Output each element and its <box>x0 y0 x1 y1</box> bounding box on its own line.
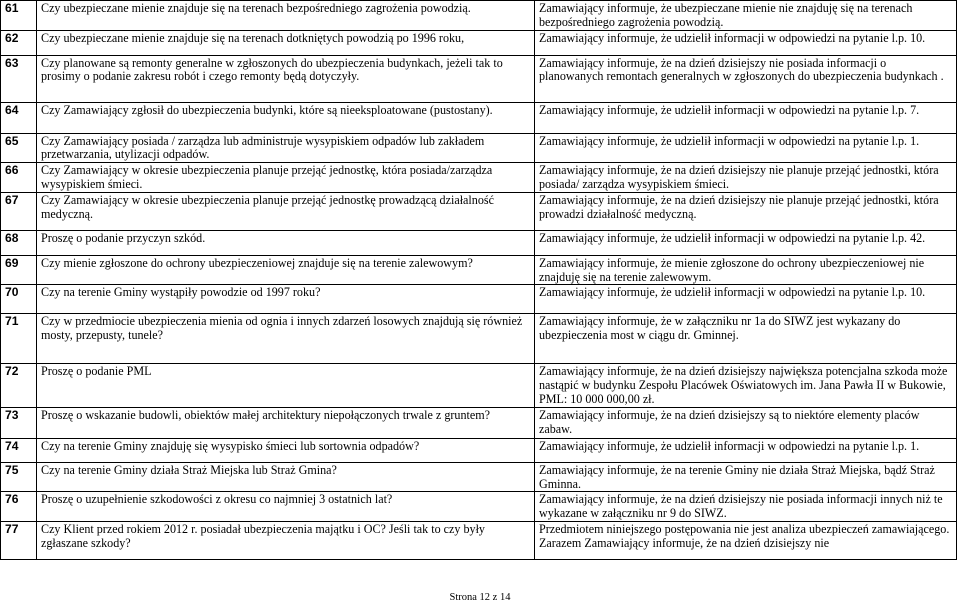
answer-cell: Zamawiający informuje, że mienie zgłoszone do ochrony ubezpieczeniowej nie znajduję się na terenie zalewowym. <box>535 255 957 285</box>
answer-cell: Zamawiający informuje, że na dzień dzisiejszy nie posiada informacji innych niż te wykazane w załączniku nr 9 do SIWZ. <box>535 492 957 522</box>
row-number: 65 <box>1 133 37 163</box>
question-cell: Czy ubezpieczane mienie znajduje się na terenach bezpośredniego zagrożenia powodzią. <box>37 1 535 31</box>
table-row <box>1 163 957 193</box>
question-cell: Czy na terenie Gminy znajduję się wysypisko śmieci lub sortownia odpadów? <box>37 438 535 462</box>
table-row <box>1 55 957 102</box>
row-number: 67 <box>1 192 37 230</box>
table-row <box>1 255 957 285</box>
table-row <box>1 285 957 314</box>
row-number: 63 <box>1 55 37 102</box>
row-number: 71 <box>1 314 37 364</box>
answer-cell: Zamawiający informuje, że udzielił informacji w odpowiedzi na pytanie l.p. 10. <box>535 30 957 55</box>
qa-table-body <box>1 1 957 560</box>
question-cell: Proszę o podanie PML <box>37 364 535 407</box>
table-row <box>1 1 957 31</box>
table-row <box>1 462 957 492</box>
answer-cell: Zamawiający informuje, że ubezpieczane mienie nie znajduję się na terenach bezpośredniego zagrożenia powodzią. <box>535 1 957 31</box>
question-cell: Czy Zamawiający w okresie ubezpieczenia planuje przejąć jednostkę, która posiada/zarządza wysypiskiem śmieci. <box>37 163 535 193</box>
row-number: 73 <box>1 407 37 438</box>
table-row <box>1 364 957 407</box>
answer-cell: Zamawiający informuje, że udzielił informacji w odpowiedzi na pytanie l.p. 42. <box>535 230 957 255</box>
answer-cell: Zamawiający informuje, że na dzień dzisiejszy największa potencjalna szkoda może nastąpić w budynku Zespołu Placówek Oświatowych im. Jana Pawła II w Bukowie, PML: 10 000 000,00 zł. <box>535 364 957 407</box>
row-number: 61 <box>1 1 37 31</box>
answer-cell: Zamawiający informuje, że w załączniku nr 1a do SIWZ jest wykazany do ubezpieczenia most w ciągu dr. Gminnej. <box>535 314 957 364</box>
table-row <box>1 102 957 133</box>
row-number: 77 <box>1 521 37 559</box>
answer-cell: Zamawiający informuje, że na terenie Gminy nie działa Straż Miejska, bądź Straż Gminna. <box>535 462 957 492</box>
table-row <box>1 492 957 522</box>
table-row <box>1 133 957 163</box>
answer-cell: Zamawiający informuje, że udzielił informacji w odpowiedzi na pytanie l.p. 1. <box>535 438 957 462</box>
answer-cell: Zamawiający informuje, że udzielił informacji w odpowiedzi na pytanie l.p. 1. <box>535 133 957 163</box>
question-cell: Proszę o uzupełnienie szkodowości z okresu co najmniej 3 ostatnich lat? <box>37 492 535 522</box>
table-row <box>1 407 957 438</box>
table-row <box>1 230 957 255</box>
question-cell: Czy w przedmiocie ubezpieczenia mienia od ognia i innych zdarzeń losowych znajdują się również mosty, przepusty, tunele? <box>37 314 535 364</box>
question-cell: Czy Zamawiający posiada / zarządza lub administruje wysypiskiem odpadów lub zakładem przetwarzania, utylizacji odpadów. <box>37 133 535 163</box>
row-number: 74 <box>1 438 37 462</box>
row-number: 72 <box>1 364 37 407</box>
row-number: 62 <box>1 30 37 55</box>
question-cell: Czy Zamawiający zgłosił do ubezpieczenia budynki, które są nieeksploatowane (pustostany). <box>37 102 535 133</box>
table-row <box>1 30 957 55</box>
question-cell: Czy mienie zgłoszone do ochrony ubezpieczeniowej znajduje się na terenie zalewowym? <box>37 255 535 285</box>
row-number: 66 <box>1 163 37 193</box>
answer-cell: Przedmiotem niniejszego postępowania nie jest analiza ubezpieczeń zamawiającego. Zarazem Zamawiający informuje, że na dzień dzisiejszy nie <box>535 521 957 559</box>
row-number: 64 <box>1 102 37 133</box>
page-footer: Strona 12 z 14 <box>449 592 511 603</box>
table-row <box>1 438 957 462</box>
question-cell: Czy na terenie Gminy działa Straż Miejska lub Straż Gmina? <box>37 462 535 492</box>
answer-cell: Zamawiający informuje, że na dzień dzisiejszy nie planuje przejąć jednostki, która posiada/ zarządza wysypiskiem śmieci. <box>535 163 957 193</box>
question-cell: Czy Klient przed rokiem 2012 r. posiadał ubezpieczenia majątku i OC? Jeśli tak to czy były zgłaszane szkody? <box>37 521 535 559</box>
question-cell: Czy ubezpieczane mienie znajduje się na terenach dotkniętych powodzią po 1996 roku, <box>37 30 535 55</box>
question-cell: Czy na terenie Gminy wystąpiły powodzie od 1997 roku? <box>37 285 535 314</box>
row-number: 70 <box>1 285 37 314</box>
row-number: 69 <box>1 255 37 285</box>
question-cell: Proszę o podanie przyczyn szkód. <box>37 230 535 255</box>
row-number: 68 <box>1 230 37 255</box>
table-row <box>1 192 957 230</box>
answer-cell: Zamawiający informuje, że udzielił informacji w odpowiedzi na pytanie l.p. 7. <box>535 102 957 133</box>
row-number: 75 <box>1 462 37 492</box>
answer-cell: Zamawiający informuje, że na dzień dzisiejszy nie posiada informacji o planowanych remontach generalnych w zgłoszonych do ubezpieczenia budynkach . <box>535 55 957 102</box>
row-number: 76 <box>1 492 37 522</box>
question-cell: Czy Zamawiający w okresie ubezpieczenia planuje przejąć jednostkę prowadzącą działalność medyczną. <box>37 192 535 230</box>
question-cell: Czy planowane są remonty generalne w zgłoszonych do ubezpieczenia budynkach, jeżeli tak to prosimy o podanie zakresu robót i czego remonty będą dotyczyły. <box>37 55 535 102</box>
answer-cell: Zamawiający informuje, że na dzień dzisiejszy są to niektóre elementy placów zabaw. <box>535 407 957 438</box>
question-cell: Proszę o wskazanie budowli, obiektów małej architektury niepołączonych trwale z gruntem? <box>37 407 535 438</box>
answer-cell: Zamawiający informuje, że na dzień dzisiejszy nie planuje przejąć jednostki, która prowadzi działalność medyczną. <box>535 192 957 230</box>
answer-cell: Zamawiający informuje, że udzielił informacji w odpowiedzi na pytanie l.p. 10. <box>535 285 957 314</box>
table-row <box>1 521 957 559</box>
table-row <box>1 314 957 364</box>
